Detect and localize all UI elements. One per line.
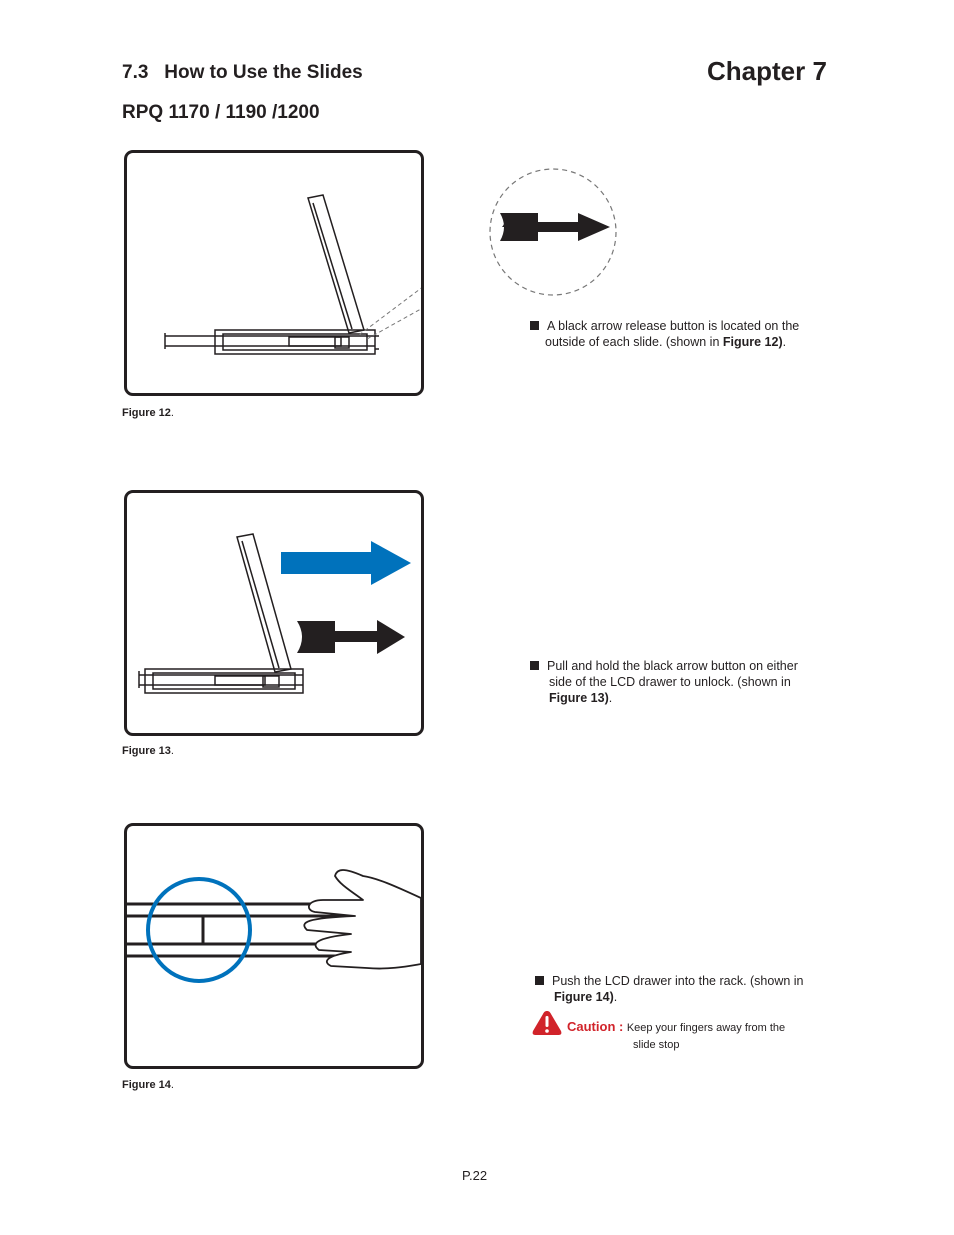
bullet-square-icon [530,661,539,670]
note-figure-14 [535,973,804,1005]
figure-13-caption [122,745,174,757]
caution-line2: slide stop [633,1039,680,1051]
figure-14-caption [122,1079,174,1091]
figure-14-drawing [127,826,421,1066]
note-figure-12 [530,318,799,350]
figure-12-image [124,150,424,396]
figure-13-drawing [127,493,421,733]
note2-figure-ref: Figure 13) [549,691,609,705]
figure-13-label: Figure 13 [122,745,171,757]
page-number: P.22 [462,1168,488,1183]
figure-12-suffix: . [170,407,174,419]
figure-14-label: Figure 14 [122,1079,171,1091]
caution-line1: Keep your fingers away from the [626,1022,786,1034]
figure-14-image [124,823,424,1069]
note2-line1: Pull and hold the black arrow button on either [547,659,798,673]
bullet-square-icon [530,321,539,330]
note-figure-13 [530,658,798,706]
chapter-heading: Chapter 7 [707,56,827,86]
note3-line1: Push the LCD drawer into the rack. (shown in [552,974,804,988]
hand-icon [304,870,421,969]
figure-12-drawing [127,153,421,393]
caution-label: Caution : [567,1019,624,1034]
figure-13-suffix: . [170,745,174,757]
section-number: 7.3 [122,62,149,83]
note1-suffix: . [782,335,787,349]
note1-line2: outside of each slide. (shown in [545,335,723,349]
figure-13-image [124,490,424,736]
note1-figure-ref: Figure 12) [722,335,783,349]
section-title [122,62,363,84]
note3-suffix: . [613,990,618,1004]
black-arrow-icon [297,620,405,654]
warning-icon [531,1010,563,1036]
section-title-text: How to Use the Slides [164,62,363,83]
note2-suffix: . [608,691,613,705]
figure-14-suffix: . [170,1079,174,1091]
figure-12-caption [122,407,174,419]
model-line: RPQ 1170 / 1190 /1200 [122,102,320,123]
highlight-circle [148,879,250,981]
blue-arrow-icon [281,541,411,585]
zoom-callout [486,165,620,299]
note2-line2: side of the LCD drawer to unlock. (shown in [549,675,791,689]
bullet-square-icon [535,976,544,985]
figure-12-label: Figure 12 [122,407,171,419]
note1-line1: A black arrow release button is located on the [547,319,800,333]
note3-figure-ref: Figure 14) [554,990,614,1004]
caution-note [567,1019,785,1036]
